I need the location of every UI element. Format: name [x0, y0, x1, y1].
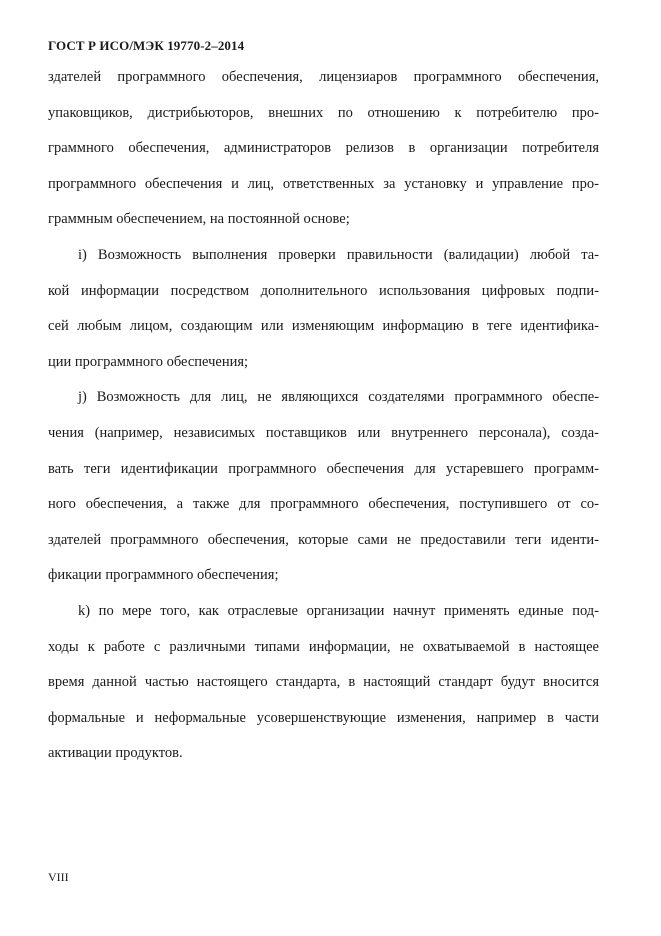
text-line: время данной частью настоящего стандарта, в настоящий стандарт будут вносится: [48, 674, 599, 691]
text-line: программного обеспечения и лиц, ответственных за установку и управление про-: [48, 175, 599, 192]
text-line: упаковщиков, дистрибьюторов, внешних по отношению к потребителю про-: [48, 104, 599, 121]
text-line: ного обеспечения, а также для программного обеспечения, поступившего от со-: [48, 496, 599, 513]
text-line: фикации программного обеспечения;: [48, 567, 279, 584]
text-line: k) по мере того, как отраслевые организации начнут применять единые под-: [78, 602, 599, 619]
text-line: i) Возможность выполнения проверки правильности (валидации) любой та-: [78, 246, 599, 263]
page-number: VIII: [48, 870, 69, 884]
paragraph-item-k: [48, 594, 599, 772]
text-line: ходы к работе с различными типами информации, не охватываемой в настоящее: [48, 638, 599, 655]
text-line: здателей программного обеспечения, которые сами не предоставили теги иденти-: [48, 531, 599, 548]
paragraph-continuation: [48, 60, 599, 238]
text-line: формальные и неформальные усовершенствующие изменения, например в части: [48, 709, 599, 726]
paragraph-item-j: [48, 380, 599, 594]
text-line: чения (например, независимых поставщиков или внутреннего персонала), созда-: [48, 424, 599, 441]
text-line: ции программного обеспечения;: [48, 353, 249, 370]
paragraph-item-i: [48, 238, 599, 380]
text-line: граммного обеспечения, администраторов релизов в организации потребителя: [48, 140, 599, 157]
document-body: [48, 60, 599, 772]
text-line: здателей программного обеспечения, лицензиаров программного обеспечения,: [48, 69, 599, 85]
text-line: активации продуктов.: [48, 745, 183, 762]
document-header: ГОСТ Р ИСО/МЭК 19770-2–2014: [48, 38, 245, 53]
text-line: сей любым лицом, создающим или изменяющим информацию в теге идентифика-: [48, 318, 599, 335]
text-line: граммным обеспечением, на постоянной основе;: [48, 211, 350, 228]
text-line: кой информации посредством дополнительного использования цифровых подпи-: [48, 282, 599, 299]
text-line: вать теги идентификации программного обеспечения для устаревшего программ-: [48, 460, 599, 477]
text-line: j) Возможность для лиц, не являющихся создателями программного обеспе-: [78, 389, 599, 406]
